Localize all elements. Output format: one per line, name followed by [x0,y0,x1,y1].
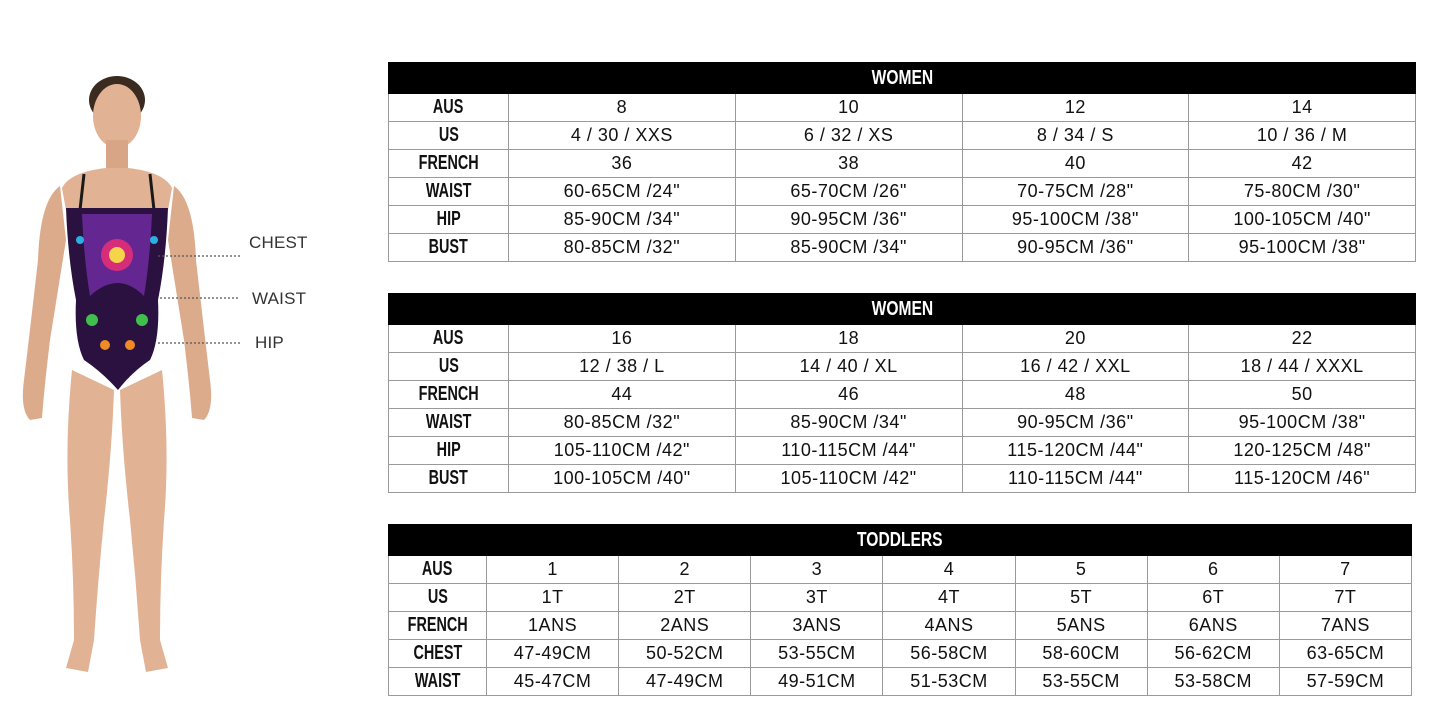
table-cell: 58-60CM [1015,640,1147,668]
table-cell: 110-115CM /44" [735,437,962,465]
table-cell: 1T [487,584,619,612]
table-cell: 18 / 44 / XXXL [1189,353,1416,381]
table-cell: 85-90CM /34" [509,206,736,234]
table-cell: 14 [1189,94,1416,122]
hip-label: HIP [255,333,284,352]
table-title: WOMEN [389,63,1416,94]
table-cell: 5T [1015,584,1147,612]
table-cell: 90-95CM /36" [962,409,1189,437]
toddlers-size-table [388,524,1412,696]
table-cell: 6ANS [1147,612,1279,640]
table-cell: 44 [509,381,736,409]
women-size-table-2 [388,293,1416,493]
table-cell: 75-80CM /30" [1189,178,1416,206]
table-cell: 1 [487,556,619,584]
table-cell: 90-95CM /36" [962,234,1189,262]
table-cell: 100-105CM /40" [1189,206,1416,234]
table-cell: 22 [1189,325,1416,353]
table-cell: 2ANS [619,612,751,640]
model-illustration [0,0,380,715]
table-cell: 4ANS [883,612,1015,640]
table-cell: 115-120CM /46" [1189,465,1416,493]
table-cell: 53-55CM [751,640,883,668]
table-cell: 51-53CM [883,668,1015,696]
table-cell: 49-51CM [751,668,883,696]
table-cell: 63-65CM [1279,640,1411,668]
table-cell: 2 [619,556,751,584]
table-cell: 3ANS [751,612,883,640]
table-cell: 36 [509,150,736,178]
table-cell: 6T [1147,584,1279,612]
table-cell: 80-85CM /32" [509,409,736,437]
table-cell: 8 [509,94,736,122]
row-label: US [389,584,487,612]
table-cell: 47-49CM [487,640,619,668]
table-cell: 16 / 42 / XXL [962,353,1189,381]
table-cell: 2T [619,584,751,612]
table-cell: 4 [883,556,1015,584]
row-label: HIP [389,437,509,465]
table-cell: 48 [962,381,1189,409]
row-label: FRENCH [389,381,509,409]
table-row [389,234,1416,262]
row-label: AUS [389,556,487,584]
table-cell: 115-120CM /44" [962,437,1189,465]
table-row [389,556,1412,584]
table-cell: 47-49CM [619,668,751,696]
row-label: WAIST [389,409,509,437]
row-label: US [389,353,509,381]
table-row [389,465,1416,493]
table-cell: 14 / 40 / XL [735,353,962,381]
table-cell: 4 / 30 / XXS [509,122,736,150]
table-cell: 10 / 36 / M [1189,122,1416,150]
table-cell: 38 [735,150,962,178]
table-title: TODDLERS [389,525,1412,556]
model-figure [0,0,380,715]
table-cell: 53-58CM [1147,668,1279,696]
table-cell: 45-47CM [487,668,619,696]
row-label: BUST [389,234,509,262]
table-cell: 1ANS [487,612,619,640]
table-cell: 95-100CM /38" [1189,409,1416,437]
table-cell: 80-85CM /32" [509,234,736,262]
table-cell: 57-59CM [1279,668,1411,696]
table-row [389,122,1416,150]
table-cell: 7T [1279,584,1411,612]
table-row [389,612,1412,640]
table-cell: 3T [751,584,883,612]
table-cell: 7ANS [1279,612,1411,640]
table-cell: 56-62CM [1147,640,1279,668]
table-row [389,178,1416,206]
table-row [389,381,1416,409]
table-row [389,584,1412,612]
table-cell: 5 [1015,556,1147,584]
table-cell: 40 [962,150,1189,178]
table-row [389,206,1416,234]
table-cell: 85-90CM /34" [735,409,962,437]
table-cell: 85-90CM /34" [735,234,962,262]
table-cell: 12 / 38 / L [509,353,736,381]
row-label: BUST [389,465,509,493]
table-cell: 18 [735,325,962,353]
table-cell: 90-95CM /36" [735,206,962,234]
table-cell: 10 [735,94,962,122]
table-title: WOMEN [389,294,1416,325]
row-label: CHEST [389,640,487,668]
table-cell: 60-65CM /24" [509,178,736,206]
table-cell: 7 [1279,556,1411,584]
table-cell: 95-100CM /38" [962,206,1189,234]
table-cell: 5ANS [1015,612,1147,640]
table-cell: 6 / 32 / XS [735,122,962,150]
table-row [389,150,1416,178]
table-cell: 20 [962,325,1189,353]
table-cell: 46 [735,381,962,409]
table-cell: 8 / 34 / S [962,122,1189,150]
row-label: US [389,122,509,150]
table-cell: 105-110CM /42" [735,465,962,493]
table-row [389,409,1416,437]
table-cell: 105-110CM /42" [509,437,736,465]
table-cell: 70-75CM /28" [962,178,1189,206]
table-cell: 120-125CM /48" [1189,437,1416,465]
table-row [389,94,1416,122]
table-row [389,668,1412,696]
table-cell: 95-100CM /38" [1189,234,1416,262]
row-label: HIP [389,206,509,234]
table-cell: 53-55CM [1015,668,1147,696]
women-size-table-1 [388,62,1416,262]
table-cell: 50 [1189,381,1416,409]
table-row [389,325,1416,353]
row-label: WAIST [389,668,487,696]
row-label: WAIST [389,178,509,206]
table-cell: 100-105CM /40" [509,465,736,493]
chest-label: CHEST [249,233,308,252]
table-cell: 50-52CM [619,640,751,668]
table-cell: 12 [962,94,1189,122]
table-cell: 65-70CM /26" [735,178,962,206]
waist-label: WAIST [252,289,307,308]
row-label: AUS [389,325,509,353]
table-row [389,437,1416,465]
row-label: FRENCH [389,612,487,640]
table-cell: 6 [1147,556,1279,584]
table-cell: 42 [1189,150,1416,178]
table-row [389,353,1416,381]
table-cell: 56-58CM [883,640,1015,668]
row-label: AUS [389,94,509,122]
table-cell: 16 [509,325,736,353]
table-cell: 3 [751,556,883,584]
table-row [389,640,1412,668]
table-cell: 110-115CM /44" [962,465,1189,493]
row-label: FRENCH [389,150,509,178]
table-cell: 4T [883,584,1015,612]
